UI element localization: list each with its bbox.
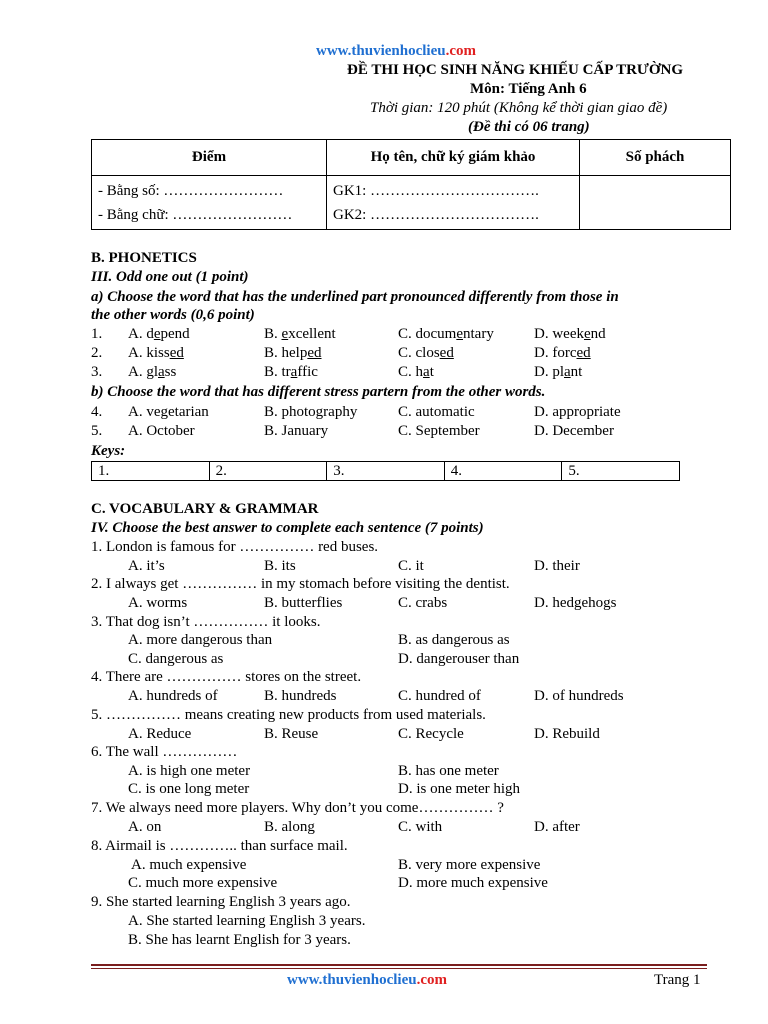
option-text: nd <box>590 326 606 342</box>
vocab-q5-option-b[interactable]: B. Reuse <box>264 726 319 742</box>
option-text: A. d <box>128 326 154 342</box>
instruction-a-line2: the other words (0,6 point) <box>91 307 255 323</box>
vocab-q7-option-b[interactable]: B. along <box>264 819 315 835</box>
option-b[interactable]: B. photography <box>264 404 358 420</box>
keys-table <box>91 461 680 481</box>
vocab-question-7-stem: 7. We always need more players. Why don’t you come…………… ? <box>91 800 504 816</box>
option-text: ntary <box>463 326 494 342</box>
vocab-q5-option-c[interactable]: C. Recycle <box>398 726 464 742</box>
option-c[interactable] <box>398 326 494 343</box>
option-c[interactable]: C. automatic <box>398 404 475 420</box>
option-d[interactable]: D. December <box>534 423 614 439</box>
score-in-words: - Bằng chữ: …………………… <box>98 206 293 223</box>
vocab-q4-option-b[interactable]: B. hundreds <box>264 688 337 704</box>
underlined-part: a <box>158 364 165 380</box>
option-text: t <box>429 364 434 380</box>
option-text: A. gl <box>128 364 158 380</box>
key-cell-1[interactable]: 1. <box>92 462 210 481</box>
option-text: D. pl <box>534 364 564 380</box>
question-number: 2. <box>91 345 103 361</box>
score-cell <box>92 176 327 230</box>
option-text: B. help <box>264 345 308 361</box>
code-cell <box>580 176 731 230</box>
option-b[interactable] <box>264 326 336 343</box>
question-number: 5. <box>91 423 103 439</box>
underlined-part: e <box>583 326 591 342</box>
key-cell-3[interactable]: 3. <box>327 462 445 481</box>
exam-time: Thời gian: 120 phút (Không kể thời gian giao đề) <box>370 100 668 116</box>
vocab-q6-option-d[interactable]: D. is one meter high <box>398 781 521 797</box>
instruction-b: b) Choose the word that has different stress partern from the other words. <box>91 384 546 400</box>
site-domain: .com <box>416 972 448 988</box>
vocab-question-1-stem: 1. London is famous for …………… red buses. <box>91 539 379 555</box>
examiner-header: Họ tên, chữ ký giám khảo <box>327 140 580 176</box>
vocab-q2-option-d[interactable]: D. hedgehogs <box>534 595 617 611</box>
option-a[interactable] <box>128 364 176 381</box>
vocab-question-6-stem: 6. The wall …………… <box>91 744 238 760</box>
option-text: C. h <box>398 364 424 380</box>
part-heading-best-answer: IV. Choose the best answer to complete each sentence (7 points) <box>91 520 484 536</box>
footer-divider-thin <box>91 968 707 969</box>
underlined-part: a <box>290 364 298 380</box>
option-text: C. docum <box>398 326 457 342</box>
score-header: Điểm <box>92 140 327 176</box>
instruction-a-line1: a) Choose the word that has the underlined part pronounced differently from those in <box>91 289 619 305</box>
exam-pages: (Đề thi có 06 trang) <box>468 119 590 135</box>
vocab-q1-option-d[interactable]: D. their <box>534 558 580 574</box>
option-b[interactable] <box>264 364 318 381</box>
option-b[interactable] <box>264 345 322 362</box>
vocab-question-5-stem: 5. …………… means creating new products from used materials. <box>91 707 486 723</box>
option-c[interactable]: C. September <box>398 423 480 439</box>
vocab-q6-option-a[interactable]: A. is high one meter <box>128 763 251 779</box>
vocab-q4-option-d[interactable]: D. of hundreds <box>534 688 624 704</box>
vocab-q1-option-a[interactable]: A. it’s <box>128 558 165 574</box>
site-link-footer[interactable] <box>287 972 447 989</box>
option-b[interactable]: B. January <box>264 423 329 439</box>
part-heading-odd-one-out: III. Odd one out (1 point) <box>91 269 249 285</box>
section-heading-vocabulary: C. VOCABULARY & GRAMMAR <box>91 501 319 517</box>
underlined-part: ed <box>307 345 322 361</box>
site-name: www.thuvienhoclieu <box>316 43 446 59</box>
site-name: www.thuvienhoclieu <box>287 972 417 988</box>
vocab-q9-option-a[interactable]: A. She started learning English 3 years. <box>128 913 366 929</box>
exam-title: ĐỀ THI HỌC SINH NĂNG KHIẾU CẤP TRƯỜNG <box>347 62 684 78</box>
underlined-part: ed <box>439 345 454 361</box>
vocab-q2-option-b[interactable]: B. butterflies <box>264 595 343 611</box>
option-text: xcellent <box>288 326 336 342</box>
option-a[interactable] <box>128 326 190 343</box>
option-c[interactable] <box>398 345 454 362</box>
vocab-q8-option-a[interactable]: A. much expensive <box>131 857 247 873</box>
option-a[interactable]: A. October <box>128 423 195 439</box>
option-text: ss <box>164 364 177 380</box>
vocab-q3-option-c[interactable]: C. dangerous as <box>128 651 224 667</box>
option-text: B. tr <box>264 364 291 380</box>
vocab-q3-option-a[interactable]: A. more dangerous than <box>128 632 273 648</box>
option-text: A. kiss <box>128 345 170 361</box>
examiner-cell <box>327 176 580 230</box>
key-cell-4[interactable]: 4. <box>444 462 562 481</box>
vocab-q4-option-c[interactable]: C. hundred of <box>398 688 481 704</box>
vocab-q7-option-a[interactable]: A. on <box>128 819 162 835</box>
vocab-q8-option-d[interactable]: D. more much expensive <box>398 875 548 891</box>
option-c[interactable] <box>398 364 434 381</box>
question-number: 3. <box>91 364 103 380</box>
vocab-question-8-stem: 8. Airmail is ………….. than surface mail. <box>91 838 348 854</box>
option-text: B. <box>264 326 282 342</box>
code-header: Số phách <box>580 140 731 176</box>
vocab-q8-option-c[interactable]: C. much more expensive <box>128 875 278 891</box>
vocab-q1-option-c[interactable]: C. it <box>398 558 424 574</box>
option-text: D. forc <box>534 345 577 361</box>
underlined-part: ed <box>576 345 591 361</box>
option-a[interactable] <box>128 345 184 362</box>
examiner-1: GK1: ……………………………. <box>333 182 539 199</box>
option-text: C. clos <box>398 345 440 361</box>
vocab-q9-option-b[interactable]: B. She has learnt English for 3 years. <box>128 932 351 948</box>
site-link-header[interactable] <box>316 43 476 60</box>
option-d[interactable] <box>534 326 606 343</box>
vocab-q3-option-d[interactable]: D. dangerouser than <box>398 651 520 667</box>
page-number: Trang 1 <box>654 972 701 988</box>
option-d[interactable]: D. appropriate <box>534 404 621 420</box>
score-table <box>91 139 731 230</box>
option-d[interactable] <box>534 345 591 362</box>
vocab-q1-option-b[interactable]: B. its <box>264 558 296 574</box>
vocab-q5-option-d[interactable]: D. Rebuild <box>534 726 600 742</box>
examiner-2: GK2: ……………………………. <box>333 206 539 223</box>
keys-label: Keys: <box>91 443 126 459</box>
exam-subject: Môn: Tiếng Anh 6 <box>470 81 587 97</box>
question-number: 4. <box>91 404 103 420</box>
footer-divider <box>91 964 707 966</box>
option-a[interactable]: A. vegetarian <box>128 404 209 420</box>
underlined-part: e <box>281 326 289 342</box>
underlined-part: e <box>153 326 161 342</box>
option-text: D. week <box>534 326 584 342</box>
option-text: nt <box>570 364 583 380</box>
key-cell-2[interactable]: 2. <box>209 462 327 481</box>
vocab-q2-option-c[interactable]: C. crabs <box>398 595 448 611</box>
vocab-q6-option-b[interactable]: B. has one meter <box>398 763 499 779</box>
key-cell-5[interactable]: 5. <box>562 462 680 481</box>
option-text: pend <box>160 326 190 342</box>
vocab-q6-option-c[interactable]: C. is one long meter <box>128 781 250 797</box>
vocab-q7-option-d[interactable]: D. after <box>534 819 580 835</box>
question-number: 1. <box>91 326 103 342</box>
vocab-q5-option-a[interactable]: A. Reduce <box>128 726 192 742</box>
vocab-q3-option-b[interactable]: B. as dangerous as <box>398 632 510 648</box>
option-text: ffic <box>297 364 318 380</box>
site-domain: .com <box>445 43 477 59</box>
option-d[interactable] <box>534 364 582 381</box>
vocab-q7-option-c[interactable]: C. with <box>398 819 443 835</box>
underlined-part: a <box>564 364 571 380</box>
vocab-q4-option-a[interactable]: A. hundreds of <box>128 688 218 704</box>
section-heading-phonetics: B. PHONETICS <box>91 250 197 266</box>
score-in-numbers: - Bằng số: …………………… <box>98 182 284 199</box>
vocab-question-9-stem: 9. She started learning English 3 years ago. <box>91 894 351 910</box>
underlined-part: a <box>423 364 430 380</box>
vocab-question-4-stem: 4. There are …………… stores on the street. <box>91 669 362 685</box>
vocab-question-3-stem: 3. That dog isn’t …………… it looks. <box>91 614 321 630</box>
vocab-q8-option-b[interactable]: B. very more expensive <box>398 857 541 873</box>
vocab-question-2-stem: 2. I always get …………… in my stomach before visiting the dentist. <box>91 576 510 592</box>
vocab-q2-option-a[interactable]: A. worms <box>128 595 188 611</box>
underlined-part: ed <box>169 345 184 361</box>
underlined-part: e <box>456 326 464 342</box>
